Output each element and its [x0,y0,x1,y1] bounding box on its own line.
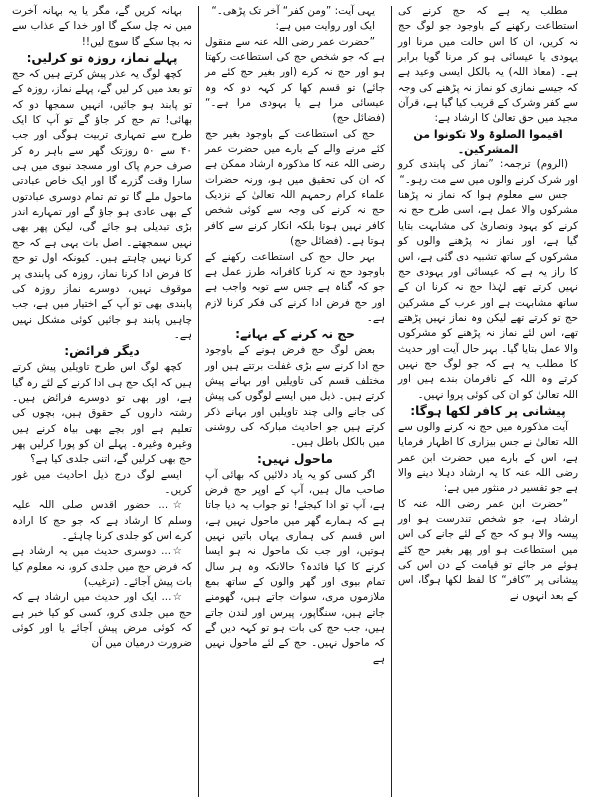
paragraph: ☆... دوسری حدیث میں یہ ارشاد ہے کہ فرض حج میں جلدی کرو، نہ معلوم کیا بات پیش آجائے۔ (ترغیب) [12,545,192,589]
paragraph: ”حضرت ابن عمر رضی اللہ عنہ کا ارشاد ہے، جو شخص تندرست ہو اور پیسہ والا ہو کہ حج کے لئے جانے کی اس میں استطاعت ہو اور پھر بغیر حج کئے ہوئے مر جائے تو قیامت کے دن اس کی پیشانی پر ”کافر“ کا لفظ لکھا ہوگا، اس کے بعد انہوں نے [398,497,578,602]
paragraph: ایسے لوگ درج ذیل احادیث میں غور کریں۔ [12,468,192,496]
text-column-middle [199,4,391,799]
paragraph: یہی آیت: ”ومن کفر“ آخر تک پڑھی۔“ [211,5,375,17]
paragraph: کچھ لوگ یہ عذر پیش کرتے ہیں کہ حج تو بعد میں کر لیں گے، پہلے نماز، روزہ کے تو پابند ہو جائیں، انہیں سمجھا دو کہ بھائی! تم حج کر جاؤ گے تو آپ کا ایک طرح سے تمہاری تربیت ہوگی اور جب ۴۰ سے ۵۰ روزتک گھر سے باہر رہ کر صرف حرم پاک اور مسجد نبوی میں ہی سارا وقت گزرے گا اور ایک خاص عبادتی ماحول ملے گا تو تم تمام دوسری عبادتوں کے بھی عادی ہو جاؤ گے اور تمہارے اندر بڑی تبدیلی ہو جائے گی، لیکن پھر بھی نہیں سمجھتے۔ اصل بات یہی ہے کہ حج کرنا نہیں چاہتے ہیں۔ کیونکہ اول تو حج کا فرض ادا کرنا نماز، روزہ کی پابندی پر موقوف نہیں، دوسرے نماز روزہ کی پابندی بھی تو آپ کے اختیار میں ہے، جب چاہیں پابند ہو جائیں کوئی مشکل نہیں ہے۔ [12,68,192,341]
section-heading: پہلے نماز، روزہ تو کرلیں: [26,51,178,66]
paragraph: بہر حال حج کی استطاعت رکھنے کے باوجود حج نہ کرنا کافرانہ طرز عمل ہے جو کہ گناہ ہے جس سے توبہ واجب ہے اور حج فرض ادا کرنے کی فکر کرنا لازم ہے۔ [205,250,385,324]
paragraph: کچھ لوگ اس طرح تاویلیں پیش کرتے ہیں کہ ایک حج ہی ادا کرنے کے لئے رہ گیا ہے، اور بھی تو دوسرے فرائض ہیں۔ رشتہ داروں کے حقوق ہیں، بچوں کی تعلیم ہے اور بچے بھی بیاہ کرنے ہیں وغیرہ وغیرہ۔ پہلے ان کو پورا کرلیں پھر حج بھی کرلیں گے، اتنی جلدی کیا ہے؟ [12,361,192,466]
paragraph: ایک اور روایت میں ہے: [275,20,375,33]
paragraph: جس سے معلوم ہوا کہ نماز نہ پڑھنا مشرکوں والا عمل ہے، اسی طرح حج نہ کرنے کو یہود ونصاریٰ کی مشابہت بتایا گیا ہے، اور نماز نہ پڑھنے والوں کو مشرکوں کے ساتھ تشبیہ دی گئی ہے، اس کا راز یہ ہے کہ عیسائی اور یہودی حج نہیں کرتے تھے لہٰذا حج نہ کرنا ان کے ساتھ مشابہت ہے اور عرب کے مشرکین حج تو کرتے تھے لیکن وہ نماز نہیں پڑھتے تھے، اس لئے نماز نہ پڑھنے کو مشرکوں والا عمل بتایا گیا۔ بہر حال آیت اور حدیث کا مطلب یہ ہے کہ جو لوگ حج نہیں کرتے وہ اللہ کے نافرمان بندے ہیں اور اللہ تعالیٰ کو ان کی کوئی پروا نہیں۔ [398,189,578,401]
quranic-verse: اقیموا الصلوۃ ولا تکونوا من المشرکین۔ [413,127,563,157]
section-heading: پیشانی پر کافر لکھا ہوگا: [410,403,566,418]
section-heading: ماحول نہیں: [257,451,333,466]
paragraph: اگر کسی کو یہ یاد دلائیں کہ بھائی آپ صاحب مال ہیں، آپ کے اوپر حج فرض ہے، آپ تو ادا کیجئے! تو جواب یہ دیا جاتا ہے کہ ہمارے گھر میں ماحول نہیں ہے، اس قسم کی ہماری یہاں باتیں نہیں ہوتیں، اور جب تک ماحول نہ ہو ایسا کرنے کا کیا فائدہ؟ حالانکہ وہ ہر سال تمام بیوی اور گھر والوں کے ساتھ بمع ملازموں مری، سوات جاتے ہیں، گھومنے جاتے ہیں، سنگاپور، پیرس اور لندن جاتے ہیں، جب حج کی بات ہو تو کہہ دیں گے کہ ماحول نہیں۔ حج کے لئے ماحول نہیں ہے [205,468,385,665]
text-column-left [6,4,198,799]
paragraph: حج کی استطاعت کے باوجود بغیر حج کئے مرنے والے کے بارے میں حضرت عمر رضی اللہ عنہ کا مذکورہ ارشاد ممکن ہے کہ ان کی تحقیق میں ہو، ورنہ حضرات علماء کرام رحمہم اللہ تعالیٰ کے نزدیک حج نہ کرنے کی وجہ سے کوئی شخص کافر نہیں ہوتا بلکہ انکار کرنے سے کافر ہوتا ہے۔ (فضائل حج) [205,127,385,248]
paragraph: بہانہ کریں گے، مگر یا یہ بہانہ آخرت میں نہ چل سکے گا اور خدا کے عذاب سے نہ بچا سکے گا سوچ لیں!! [12,5,192,48]
paragraph: ☆... ایک اور حدیث میں ارشاد ہے کہ حج میں جلدی کرو، کسی کو کیا خبر ہے کہ کوئی مرض پیش آجائے یا اور کوئی ضرورت درمیان میں آن [12,591,192,650]
paragraph: مطلب یہ ہے کہ حج کرنے کی استطاعت رکھنے کے باوجود جو لوگ حج نہ کریں، ان کا اس حالت میں مرنا اور یہودی یا عیسائی ہو کر مرنا گویا برابر ہے۔ (معاذ اللہ) یہ بالکل ایسی وعید ہے کہ جیسے نمازی کو نماز نہ پڑھنے کی وجہ سے کفر وشرک کے قریب کیا گیا ہے، قرآن مجید میں حق تعالیٰ کا ارشاد ہے: [398,5,578,125]
paragraph: ☆... حضور اقدس صلی اللہ علیہ وسلم کا ارشاد ہے کہ جو حج کا ارادہ کرے اس کو جلدی کرنا چاہئے۔ [12,499,192,542]
section-heading: حج نہ کرنے کے بہانے: [235,327,355,342]
section-heading: دیگر فرائض: [64,344,140,359]
paragraph: بعض لوگ حج فرض ہونے کے باوجود حج ادا کرنے سے بڑی غفلت برتتے ہیں اور مختلف قسم کی تاویلیں اور بہانے پیش کرتے ہیں۔ ذیل میں ایسے لوگوں کی پیش کی جانے والی چند تاویلیں اور بہانے ذکر کرتے ہیں جو احادیث مبارکہ کی روشنی میں بالکل باطل ہیں۔ [205,344,385,449]
text-column-right [392,4,584,799]
paragraph: (الروم) ترجمہ: ”نماز کی پابندی کرو اور شرک کرنے والوں میں سے مت رہو۔“ [398,158,578,186]
paragraph: ”حضرت عمر رضی اللہ عنہ سے منقول ہے کہ جو شخص حج کی استطاعت رکھتا ہو اور حج نہ کرے (اور بغیر حج کئے مر جائے) تو قسم کھا کر کہہ دو کہ وہ عیسائی مرا ہے یا یہودی مرا ہے۔“ (فضائل حج) [205,35,385,125]
paragraph: آیت مذکورہ میں حج نہ کرنے والوں سے اللہ تعالیٰ نے جس بیزاری کا اظہار فرمایا ہے، اس کے بارے میں حضرت ابن عمر رضی اللہ عنہ کا یہ ارشاد دہلا دینے والا ہے جو تفسیر در منثور میں ہے: [398,420,578,495]
